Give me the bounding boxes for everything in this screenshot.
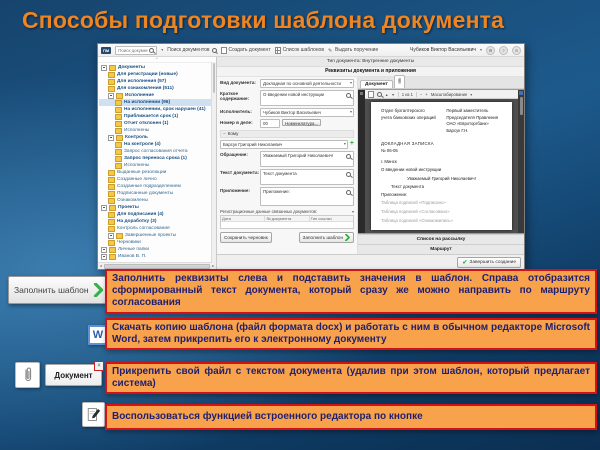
expand-icon[interactable] [101,205,107,211]
expand-icon[interactable] [101,254,107,260]
doc-sign-table: Таблица подписей «Подписано» [381,200,446,206]
edit-document-icon [86,406,101,423]
nomenclature-button[interactable]: Номенклатура... [282,119,321,126]
to-group-header[interactable] [220,130,354,138]
folder-icon [108,219,115,225]
tree-item[interactable] [99,127,216,134]
lookup-icon [346,172,351,177]
document-page [371,102,512,230]
scroll-top-icon[interactable] [519,91,523,95]
viewer-sidebar-toggle[interactable] [358,90,365,233]
logout-icon[interactable]: ⊙ [512,46,521,55]
menu-label: Поиск документов [167,47,210,53]
tree-item-label: Запрос переноса срока (1) [124,156,187,161]
app-window [97,43,525,270]
scrollbar-thumb[interactable] [104,264,209,269]
executor-value: Чубиков Виктор Васильевич [263,110,321,115]
expand-icon[interactable] [101,247,107,253]
preview-tabs [358,77,524,89]
tree-item[interactable] [99,239,216,246]
column-header: Дата [221,216,265,221]
doc-addressee: Первый заместитель Председателя Правления ОАО «Евроторгбанк» Барсук Г.Н. [446,108,499,133]
scrollbar-thumb[interactable] [213,63,215,93]
expand-icon[interactable] [101,65,107,71]
tree-item[interactable] [99,155,216,162]
folder-icon [115,128,122,134]
requisites-header: Реквизиты документа и приложения [217,67,524,77]
page-title: Способы подготовки шаблона документа [22,7,505,33]
empty-row [221,222,353,228]
doc-kind-value: Докладная по основной деятельности [263,81,341,86]
tree-horizontal-scrollbar[interactable] [98,262,216,269]
tree-item-label: Контроль [125,135,148,140]
folder-icon [115,149,122,155]
doc-salutation: Уважаемый Григорий Николаевич! [407,176,476,182]
folder-icon [116,93,123,99]
executor-field[interactable] [260,108,354,117]
tree-item[interactable] [99,176,216,183]
expand-icon[interactable] [108,233,114,239]
folder-icon [115,156,122,162]
menu-label: Выдать поручение [334,47,379,53]
folder-icon [109,254,116,260]
menu-issue-assignment[interactable] [328,47,378,53]
menu-create-document[interactable] [221,47,271,54]
word-letter: W [92,329,104,341]
tree-item-label: Исполнены [124,163,150,168]
doc-sign-table: Таблица подписей «Ознакомились» [381,217,453,223]
field-label: Текст документа: [220,170,260,175]
folder-tree-panel [98,57,217,269]
window-footer [217,254,524,269]
collapse-icon[interactable] [223,131,226,137]
doc-sign-table: Таблица подписей «Согласовано» [381,208,450,214]
tree-item[interactable] [99,197,216,204]
to-group-label: Кому [227,131,239,136]
viewer-scrollbar[interactable] [518,90,524,233]
chevron-down-icon[interactable] [480,47,482,53]
folder-tree [98,63,216,262]
chevron-down-icon [344,141,346,147]
folder-icon [108,212,115,218]
tab-attachments[interactable] [394,75,405,88]
lookup-icon [346,190,351,195]
fill-template-big-label: Заполнить шаблон [14,285,89,295]
chevron-down-icon [470,92,472,97]
recipient-field[interactable] [220,140,348,149]
tree-item[interactable] [99,232,216,239]
folder-icon [115,114,122,120]
folder-icon [108,86,115,92]
linked-docs-table [220,215,354,229]
folder-icon [116,233,123,239]
chevron-down-icon [350,109,352,115]
field-label: Краткое содержание: [220,91,250,102]
column-header: Тип ссылки [310,216,332,221]
fill-template-label: Заполнить шаблон [302,235,343,240]
scroll-right-icon[interactable]: ► [211,264,215,268]
tree-item-label: Ознакомлены [117,198,148,203]
tree-item-label: Проекты [118,205,139,210]
tree-item-label: Завершенные проекты [125,233,177,238]
field-label: Приложение: [220,188,250,193]
folder-icon [115,121,122,127]
field-label: Вид документа: [220,80,256,85]
attachment-field[interactable] [260,187,354,206]
finish-create-button[interactable] [457,257,521,268]
save-draft-label: Сохранить черновик [224,235,268,240]
case-number-value: 00 [263,121,268,126]
tree-item[interactable] [99,211,216,218]
doc-department: Отдел бухгалтерского учета банковских операций [381,108,436,120]
linked-docs-header: Регистрационные данные связанных документов: [220,209,318,214]
lookup-icon [346,93,351,98]
tree-vertical-scrollbar[interactable] [211,62,216,263]
tree-item-label: Исполнение [125,93,154,98]
folder-icon [115,163,122,169]
viewer-toolbar [365,90,518,99]
green-arrow-icon [93,283,104,297]
callout-fill-template: Заполнить реквизиты слева и подставить значения в шаблон. Справа отобразится сформированный текст документа, который сразу же можно направить по маршруту согласования [105,269,597,314]
add-recipient-icon[interactable]: + [349,140,354,147]
folder-icon [108,191,115,197]
folder-icon [108,226,115,232]
tree-item-label: Для подписания (4) [117,212,164,217]
check-icon [462,259,467,266]
menu-template-list[interactable] [275,47,324,54]
search-input[interactable] [118,48,148,53]
expand-icon[interactable] [108,93,114,99]
attach-document-button[interactable] [45,364,102,386]
tree-item[interactable] [99,113,216,120]
collapse-panel-icon[interactable]: ^ [98,57,216,63]
paperclip-button[interactable] [15,362,40,388]
tab-document[interactable]: Документ [360,80,393,88]
page-indicator: 1 из 1 [401,91,413,97]
folder-icon [115,142,122,148]
tree-item-label: Подписанные документы [117,191,174,196]
folder-icon [108,170,115,176]
tree-item-label: На исполнении (96) [124,100,171,105]
pages-icon[interactable] [368,91,374,98]
tree-item[interactable] [99,204,216,211]
doc-kind-select[interactable] [260,79,354,88]
attachment-value: Приложение: [263,189,290,194]
settings-icon[interactable]: ⚙ [486,46,495,55]
tree-item[interactable] [99,148,216,155]
toolbar-search-box[interactable] [115,46,157,55]
field-label: Номер в деле: [220,120,253,125]
search-icon [212,48,217,53]
menu-search-documents[interactable] [167,47,216,53]
tree-item[interactable] [99,92,216,99]
expand-icon[interactable] [108,135,114,141]
tree-item[interactable] [99,162,216,169]
tree-item[interactable] [99,246,216,253]
assignment-icon [328,48,333,53]
folder-icon [116,135,123,141]
folder-icon [109,247,116,253]
salutation-value: Уважаемый Григорий Николаевич! [263,153,334,158]
tree-item[interactable] [99,134,216,141]
fill-template-button[interactable] [299,232,354,243]
attach-document-label: Документ [54,370,93,380]
page-down-icon[interactable] [391,92,394,97]
tree-item-label: Черновики [117,240,141,245]
case-number-field[interactable] [260,119,280,128]
template-list-icon [275,47,281,54]
remove-badge[interactable]: × [94,361,104,371]
tree-item-label: Для ознакомления (511) [117,86,174,91]
chevron-down-icon[interactable] [161,47,163,53]
folder-icon [115,100,122,106]
callout-built-in-editor: Воспользоваться функцией встроенного редактора по кнопке [105,404,597,430]
folder-icon [115,107,122,113]
fill-template-big-button[interactable] [8,276,110,304]
tree-item-label: Для регистрации (новые) [117,72,178,77]
callout-download-word: Скачать копию шаблона (файл формата docx) и работать с ним в обычном редакторе Microsoft Word, затем прикрепить его к электронному документу [105,318,597,350]
scroll-left-icon[interactable]: ◄ [99,264,103,268]
doc-body: Текст документа [391,183,424,189]
green-arrow-icon [345,234,350,241]
requisites-form [217,77,358,254]
user-name[interactable]: Чубиков Виктор Васильевич [410,47,476,53]
folder-icon [108,72,115,78]
doc-city: г. Минск [381,158,397,164]
new-document-icon [221,47,227,54]
tree-item-label: На контроле (4) [124,142,161,147]
summary-field[interactable] [260,90,354,106]
tree-item-label: Документы [118,65,145,70]
folder-icon [109,65,116,71]
zoom-out-button[interactable]: − [419,91,423,97]
save-draft-button[interactable] [220,232,272,243]
folder-icon [108,184,115,190]
menu-label: Список шаблонов [282,47,324,53]
tree-item-label: Созданные лично [117,177,157,182]
tree-item[interactable] [99,78,216,85]
tree-item-label: Приближается срок (1) [124,114,179,119]
zoom-mode-select[interactable]: Масштабирование [430,91,468,97]
field-label: Обращение: [220,152,248,157]
lookup-icon [346,154,351,159]
body-text-value: Текст документа [263,171,297,176]
scrollbar-thumb[interactable] [520,97,523,115]
edit-button[interactable] [82,402,105,427]
menu-label: Создать документ [228,47,271,53]
column-header: № документа [265,216,309,221]
tree-item[interactable] [99,64,216,71]
finish-create-label: Завершить создание [469,259,516,265]
tree-item-label: Запрос согласования отчета [124,149,188,154]
tree-item[interactable] [99,218,216,225]
preview-panel [358,77,524,254]
help-icon[interactable]: ? [499,46,508,55]
chevron-down-icon [350,80,352,86]
tree-item-label: Исполнены [124,128,150,133]
doc-subject: О введении новой инструкции [381,166,442,172]
doc-number: № 06-05 [381,148,398,154]
tree-item[interactable] [99,71,216,78]
tree-item[interactable] [99,225,216,232]
doc-title: ДОКЛАДНАЯ ЗАПИСКА [381,140,434,146]
paperclip-icon [397,77,402,85]
tree-item[interactable] [99,85,216,92]
folder-icon [109,205,116,211]
tree-item-label: Иванов В. П. [118,254,147,259]
zoom-search-icon[interactable] [377,92,382,97]
tree-item-label: Выданные резолюции [117,170,167,175]
chevron-down-icon[interactable] [352,209,354,214]
tree-item-label: Созданные подразделением [117,184,181,189]
zoom-in-button[interactable]: + [425,91,428,97]
tree-item[interactable] [99,120,216,127]
document-viewer [358,89,524,234]
tree-item[interactable] [99,99,216,106]
summary-value: О введении новой инструкции [263,92,325,97]
page-up-icon[interactable] [385,92,388,97]
doc-type-header: Тип документа: Внутренние документы [217,57,524,67]
tree-item[interactable] [99,169,216,176]
tree-item[interactable] [99,106,216,113]
route-bar[interactable]: Маршрут [358,244,524,254]
callout-attach-file: Прикрепить свой файл с текстом документа (удалив при этом шаблон, который предлагает система) [105,362,597,394]
field-label: Исполнитель: [220,109,252,114]
app-toolbar [98,44,524,57]
tree-item[interactable] [99,253,216,260]
tree-item-label: Контроль согласования [117,226,170,231]
tree-item-label: На исполнении, срок нарушен (41) [124,107,206,112]
tree-item-label: Личные папки [118,247,150,252]
tree-item[interactable] [99,141,216,148]
body-text-field[interactable] [260,169,354,185]
paperclip-icon [23,366,33,384]
folder-icon [108,79,115,85]
doc-attachment: Приложение: [381,191,408,197]
folder-icon [108,198,115,204]
tree-item[interactable] [99,190,216,197]
mailing-list-bar[interactable]: Список на рассылку [358,234,524,244]
tree-item-label: Отчет отклонен (1) [124,121,169,126]
search-icon [149,48,154,53]
folder-icon [108,177,115,183]
tree-item-label: На доработку (3) [117,219,157,224]
salutation-field[interactable] [260,151,354,167]
recipient-value: Барсук Григорий Николаевич [223,142,283,147]
tree-item[interactable] [99,183,216,190]
folder-icon [108,240,115,246]
app-logo: ПМ [103,47,110,53]
tree-item-label: Для исполнения (57) [117,79,167,84]
